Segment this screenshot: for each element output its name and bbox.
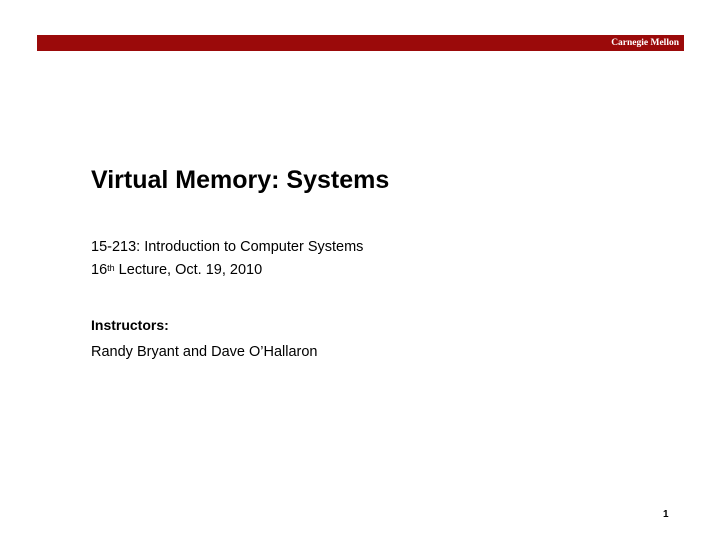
- lecture-ordinal-suffix: th: [107, 263, 115, 273]
- slide-title: Virtual Memory: Systems: [91, 166, 390, 194]
- lecture-number: 16: [91, 262, 108, 278]
- header-bar: [37, 35, 684, 51]
- instructors-names: Randy Bryant and Dave O’Hallaron: [91, 344, 318, 360]
- instructors-heading: Instructors:: [91, 317, 169, 333]
- brand-label: Carnegie Mellon: [611, 38, 679, 48]
- lecture-date: Lecture, Oct. 19, 2010: [114, 262, 263, 278]
- page-number: 1: [663, 509, 669, 520]
- lecture-line: [91, 260, 262, 280]
- course-line: 15-213: Introduction to Computer Systems: [91, 239, 364, 255]
